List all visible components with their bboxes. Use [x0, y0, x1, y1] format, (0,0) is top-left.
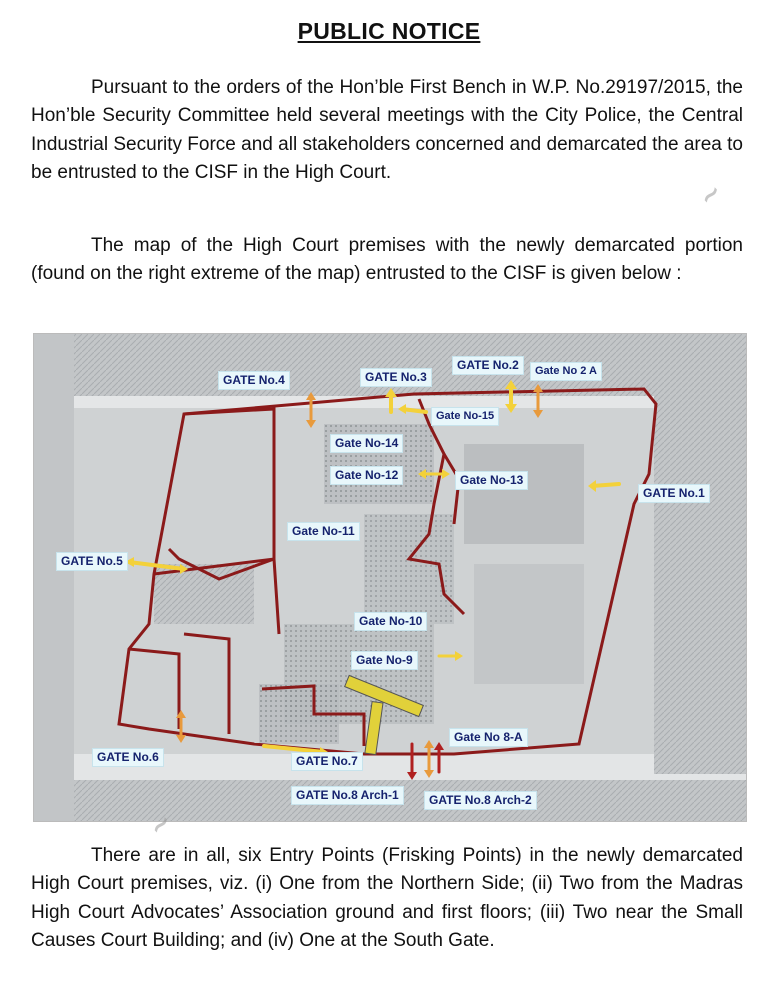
gate2a-label: Gate No 2 A [530, 362, 602, 381]
watermark-mark: ~ [142, 806, 180, 844]
gate4-label: GATE No.4 [218, 371, 290, 390]
gate8-arch1-label: GATE No.8 Arch-1 [291, 786, 404, 805]
map-west-strip [34, 334, 74, 821]
watermark-mark: ~ [692, 176, 730, 214]
gate3-label: GATE No.3 [360, 368, 432, 387]
map-building-cluster [474, 564, 584, 684]
gate6-label: GATE No.6 [92, 748, 164, 767]
gate15-label: Gate No-15 [431, 407, 499, 426]
map-east-buildings [654, 394, 746, 774]
map-building-cluster [464, 444, 584, 544]
gate8a-label: Gate No 8-A [449, 728, 528, 747]
gate12-label: Gate No-12 [330, 466, 403, 485]
paragraph-entry-points: There are in all, six Entry Points (Frisking Points) in the newly demarcated High Court premises, viz. (i) One from the Northern Side; (ii) Two from the Madras High Court Advocates’ Association ground and first floors; (iii) Two near the Small Causes Court Building; and (iv) One at the South Gate. [31, 845, 743, 952]
gate11-label: Gate No-11 [287, 522, 360, 541]
gate5-label: GATE No.5 [56, 552, 128, 571]
gate13-label: Gate No-13 [455, 471, 528, 490]
gate14-label: Gate No-14 [330, 434, 403, 453]
high-court-map [33, 333, 747, 822]
gate10-label: Gate No-10 [354, 612, 427, 631]
paragraph-map-intro: The map of the High Court premises with the newly demarcated portion (found on the right extreme of the map) entrusted to the CISF is given below : [31, 235, 743, 285]
gate2-label: GATE No.2 [452, 356, 524, 375]
page-title: PUBLIC NOTICE [297, 18, 481, 44]
gate1-label: GATE No.1 [638, 484, 710, 503]
gate9-label: Gate No-9 [351, 651, 418, 670]
gate7-label: GATE No.7 [291, 752, 363, 771]
gate8-arch2-label: GATE No.8 Arch-2 [424, 791, 537, 810]
paragraph-intro: Pursuant to the orders of the Hon’ble First Bench in W.P. No.29197/2015, the Hon’ble Security Committee held several meetings with the City Police, the Central Industrial Security Force and all stakeholders concerned and demarcated the area to be entrusted to the CISF in the High Court. [31, 77, 743, 184]
